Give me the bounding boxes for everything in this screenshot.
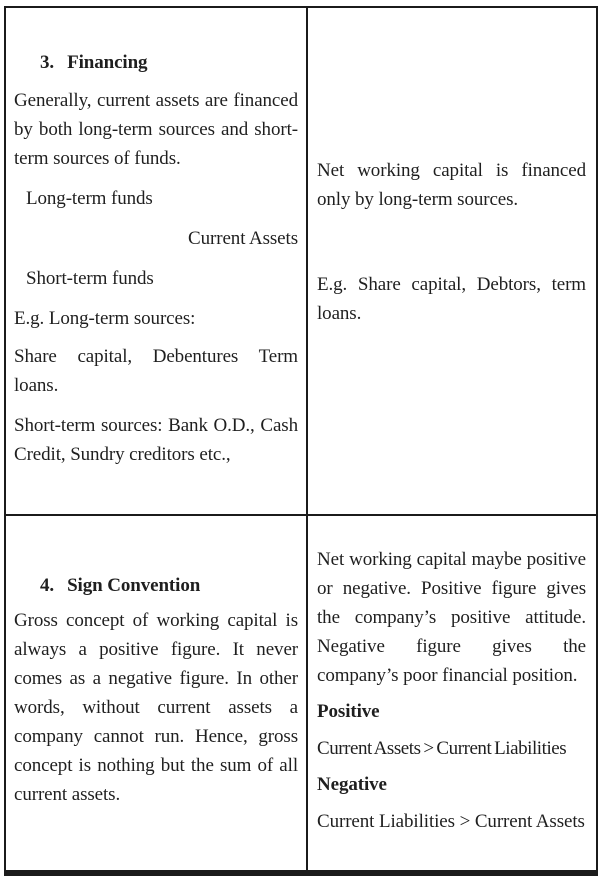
cell-sign-convention-right (306, 514, 596, 870)
line-current-assets: Current Assets (188, 228, 298, 249)
paragraph-net-financed: Net working capital is financed only by long-term sources. (317, 160, 586, 210)
paragraph-short-term-examples: Short-term sources: Bank O.D., Cash Credit, Sundry creditors etc., (14, 415, 298, 465)
paragraph-net-examples: E.g. Share capital, Debtors, term loans. (317, 274, 586, 324)
formula-negative: Current Liabilities > Current Assets (317, 811, 585, 832)
cell-financing-right (306, 8, 596, 514)
line-long-term-funds: Long-term funds (26, 188, 153, 209)
label-negative: Negative (317, 774, 387, 795)
heading-number: 3. (40, 52, 55, 73)
section-heading-financing (40, 48, 298, 77)
section-heading-sign-convention (40, 571, 298, 600)
paragraph-eg-long-term-sources: E.g. Long-term sources: (14, 308, 196, 329)
cell-sign-convention-left (6, 514, 306, 870)
cell-financing-left (6, 8, 306, 514)
paragraph-gross-sign: Gross concept of working capital is always a positive figure. It never comes as a negative figure. In other words, without current assets a company cannot run. Hence, gross concept is nothing but the sum of all current assets. (14, 610, 298, 805)
comparison-table (4, 6, 598, 876)
label-positive: Positive (317, 701, 380, 722)
heading-title: Sign Convention (67, 575, 201, 596)
paragraph-net-sign: Net working capital maybe positive or negative. Positive figure gives the company’s positive attitude. Negative figure gives the company’s poor financial position. (317, 549, 586, 686)
heading-number: 4. (40, 575, 55, 596)
formula-positive: Current Assets > Current Liabilities (317, 738, 567, 759)
paragraph-long-term-examples: Share capital, Debentures Term loans. (14, 346, 298, 396)
heading-title: Financing (67, 52, 148, 73)
line-short-term-funds: Short-term funds (26, 268, 154, 289)
paragraph-financing-intro: Generally, current assets are financed by both long-term sources and short-term sources of funds. (14, 90, 298, 169)
